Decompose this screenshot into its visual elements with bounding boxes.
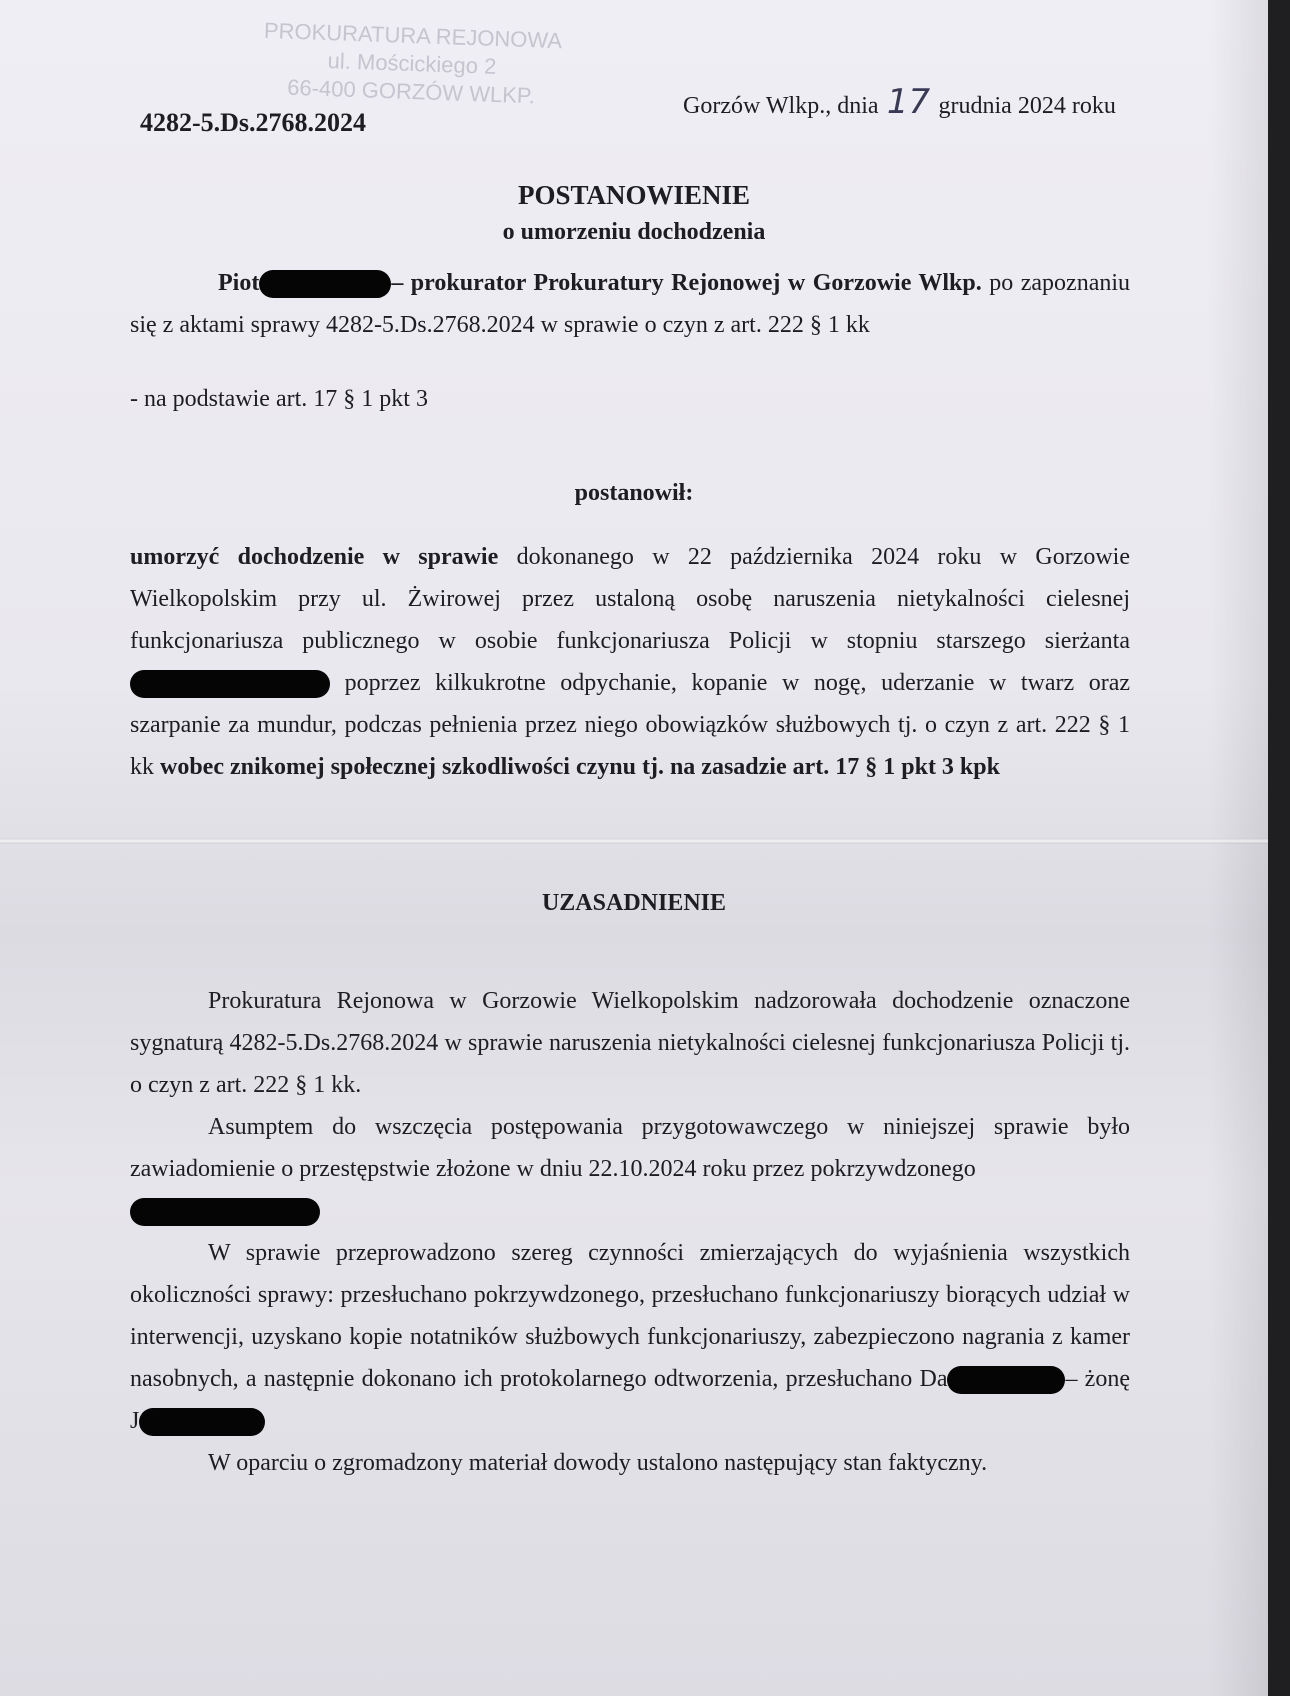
place-suffix: grudnia 2024 roku bbox=[938, 93, 1116, 119]
witness-name: J bbox=[130, 1408, 140, 1434]
redaction-bar bbox=[130, 670, 330, 698]
justification-heading: UZASADNIENIE bbox=[541, 890, 727, 916]
case-reference: 4282-5.Ds.2768.2024 bbox=[140, 108, 367, 137]
intro-line: po zapoznaniu się z aktami sprawy 4282-5.Ds.2768.2024 w sprawie o czyn z art. 222 § 1 kk bbox=[130, 270, 1131, 338]
justification-body bbox=[130, 980, 1130, 1484]
stamp-line: 66-400 GORZÓW WLKP. bbox=[286, 74, 536, 109]
page-shadow bbox=[1208, 0, 1268, 1696]
decision-paragraph bbox=[130, 536, 1130, 788]
decision-text: dokonanego w 22 października 2024 roku w Gorzowie Wielkopolskim przy ul. Żwirowej przez ustaloną osobę naruszenia nietykalności cielesnej funkcjonariusza publicznego w osobie funkcjonariusza Policji w stopniu starszego sierżanta bbox=[130, 544, 1130, 654]
office-stamp bbox=[261, 17, 564, 111]
legal-basis: - na podstawie art. 17 § 1 pkt 3 bbox=[130, 386, 428, 412]
justification-p4: W oparciu o zgromadzony materiał dowody ustalono następujący stan faktyczny. bbox=[208, 1450, 988, 1476]
redaction-bar bbox=[259, 270, 391, 298]
redaction-bar bbox=[130, 1198, 320, 1226]
decided-heading: postanowił: bbox=[574, 480, 694, 506]
redacted-line bbox=[130, 1190, 1130, 1232]
justification-p2: Asumptem do wszczęcia postępowania przygotowawczego w niniejszej sprawie było zawiadomienie o przestępstwie złożone w dniu 22.10.2024 roku przez pokrzywdzonego bbox=[130, 1114, 1130, 1182]
intro-paragraph bbox=[130, 262, 1130, 346]
document-subtitle: o umorzeniu dochodzenia bbox=[502, 219, 766, 245]
justification-p3 bbox=[130, 1232, 1130, 1442]
witness-name: Da bbox=[919, 1366, 948, 1392]
decision-bold-end: wobec znikomej społecznej szkodliwości czynu tj. na zasadzie art. 17 § 1 pkt 3 kpk bbox=[160, 754, 1000, 780]
stamp-line: ul. Mościckiego 2 bbox=[327, 48, 497, 79]
decision-text: poprzez kilkukrotne odpychanie, kopanie w nogę, uderzanie w twarz oraz szarpanie za mundur, podczas pełnienia przez niego obowiązków służbowych tj. o czyn z art. 222 § 1 kk bbox=[130, 670, 1130, 780]
prosecutor-role: – prokurator Prokuratury Rejonowej w Gorzowie Wlkp. bbox=[391, 270, 982, 296]
document-title: POSTANOWIENIE bbox=[517, 180, 751, 210]
redaction-bar bbox=[947, 1366, 1065, 1394]
stamp-line: PROKURATURA REJONOWA bbox=[263, 17, 563, 54]
witness-dash: – żonę bbox=[1065, 1366, 1130, 1392]
place-prefix: Gorzów Wlkp., dnia bbox=[683, 93, 879, 119]
place-date bbox=[683, 82, 1116, 122]
decision-bold-start: umorzyć dochodzenie w sprawie bbox=[130, 544, 499, 570]
handwritten-day: 17 bbox=[886, 82, 931, 122]
paper-fold bbox=[0, 838, 1268, 844]
justification-p3-text: W sprawie przeprowadzono szereg czynności zmierzających do wyjaśnienia wszystkich okoliczności sprawy: przesłuchano pokrzywdzonego, przesłuchano funkcjonariuszy biorących udział w interwencji, uzyskano kopie notatników służbowych funkcjonariuszy, zabezpieczono nagrania z kamer nasobnych, a następnie dokonano ich protokolarnego odtworzenia, przesłuchano bbox=[130, 1240, 1130, 1392]
redaction-bar bbox=[139, 1408, 265, 1436]
justification-p1: Prokuratura Rejonowa w Gorzowie Wielkopolskim nadzorowała dochodzenie oznaczone sygnaturą 4282-5.Ds.2768.2024 w sprawie naruszenia nietykalności cielesnej funkcjonariusza Policji tj. o czyn z art. 222 § 1 kk. bbox=[130, 988, 1130, 1098]
prosecutor-name: Piot bbox=[218, 270, 260, 296]
